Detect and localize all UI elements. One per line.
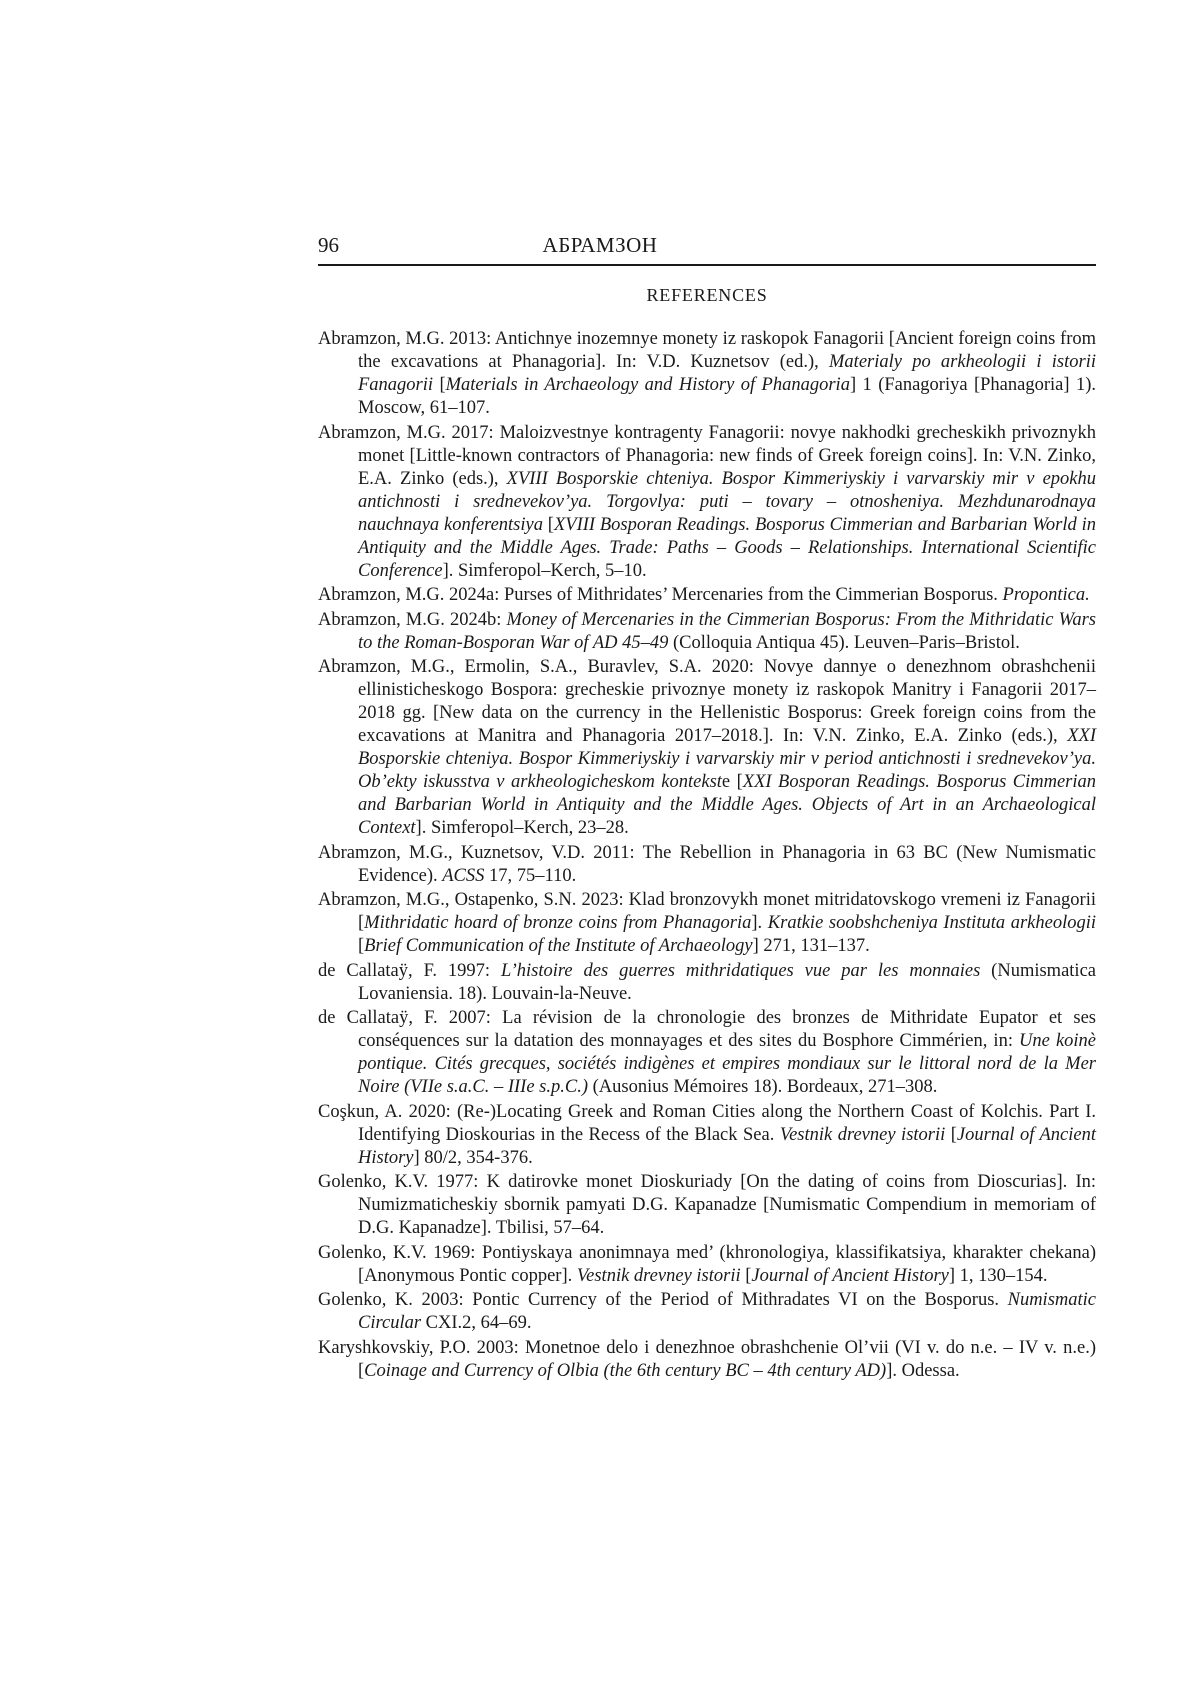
reference-text: ]. Simferopol–Kerch, 5–10. [443,561,647,581]
reference-entry [318,328,1096,420]
reference-text: de Callataÿ, F. 1997: [318,961,501,981]
reference-text: Abramzon, M.G. 2024a: Purses of Mithridates’ Mercenaries from the Cimmerian Bosporus. [318,585,1003,605]
reference-italic-text: XXI Bosporskie chteniya. Bospor Kimmeriyskiy i varvarskiy mir v period antichnosti i srednevekov’ya. Ob’ekty iskusstva v arkheologicheskom kontekst [358,726,1096,792]
reference-italic-text: Materialy po arkheologii i istorii Fanagorii [358,352,1096,395]
reference-text: (Colloquia Antiqua 45). Leuven–Paris–Bristol. [668,633,1019,653]
reference-text: de Callataÿ, F. 2007: La révision de la chronologie des bronzes de Mithridate Eupator et ses conséquences sur la datation des monnayages et des sites du Bosphore Cimmérien, in: [318,1008,1096,1051]
reference-italic-text: Kratkie soobshcheniya Instituta arkheologii [768,913,1096,933]
reference-italic-text: ACSS [442,866,484,886]
reference-text: Abramzon, M.G. 2024b: [318,610,506,630]
reference-text: Golenko, K.V. 1977: K datirovke monet Dioskuriady [On the dating of coins from Dioscurias]. In: Numizmaticheskiy sbornik pamyati D.G. Kapanadze [Numismatic Compendium in memoriam of D.G. Kapanadze]. Tbilisi, 57–64. [318,1172,1096,1238]
reference-entry [318,656,1096,840]
reference-entry [318,1337,1096,1383]
reference-entry [318,1007,1096,1099]
reference-text: [ [741,1266,752,1286]
reference-text: ]. Odessa. [886,1361,959,1381]
reference-text: CXI.2, 64–69. [421,1313,532,1333]
reference-entry [318,842,1096,888]
reference-text: Abramzon, M.G. 2017: Maloizvestnye kontragenty Fanagorii: novye nakhodki grecheskikh privoznykh monet [Little-known contractors of Phanagoria: new finds of Greek foreign coins]. In: V.N. Zinko, E.A. Zinko (eds.), [318,423,1096,489]
reference-entry [318,960,1096,1006]
reference-text: Abramzon, M.G., Ostapenko, S.N. 2023: Klad bronzovykh monet mitridatovskogo vremeni iz Fanagorii [ [318,890,1096,933]
reference-text: e [ [722,772,743,792]
reference-italic-text: Propontica. [1003,585,1090,605]
reference-entry [318,1101,1096,1170]
reference-italic-text: Coinage and Currency of Olbia (the 6th century BC – 4th century AD) [364,1361,886,1381]
reference-italic-text: XXI Bosporan Readings. Bosporus Cimmerian and Barbarian World in Antiquity and the Middle Ages. Objects of Art in an Archaeological Context [358,772,1096,838]
reference-italic-text: Une koinè pontique. Cités grecques, sociétés indigènes et empires mondiaux sur le littoral nord de la Mer Noire (VIIe s.a.C. – IIIe s.p.C.) [358,1031,1096,1097]
reference-entry [318,1242,1096,1288]
reference-text: ]. [751,913,767,933]
reference-italic-text: Mithridatic hoard of bronze coins from Phanagoria [364,913,751,933]
reference-text: ] 271, 131–137. [753,936,870,956]
reference-italic-text: Vestnik drevney istorii [780,1125,945,1145]
reference-italic-text: Journal of Ancient History [358,1125,1096,1168]
running-head: АБРАМЗОН [0,233,1200,258]
reference-text: Coşkun, A. 2020: (Re-)Locating Greek and Roman Cities along the Northern Coast of Kolchis. Part I. Identifying Dioskourias in the Recess of the Black Sea. [318,1102,1096,1145]
reference-text: [ [358,936,364,956]
reference-text: [ [945,1125,957,1145]
reference-entry [318,584,1096,607]
reference-entry [318,609,1096,655]
reference-italic-text: L’histoire des guerres mithridatiques vue par les monnaies [501,961,980,981]
reference-text: ] 80/2, 354-376. [414,1148,533,1168]
reference-italic-text: XVIII Bosporan Readings. Bosporus Cimmerian and Barbarian World in Antiquity and the Middle Ages. Trade: Paths – Goods – Relationships. International Scientific Conference [358,515,1096,581]
reference-italic-text: Money of Mercenaries in the Cimmerian Bosporus: From the Mithridatic Wars to the Roman-Bosporan War of AD 45–49 [358,610,1096,653]
page-number: 96 [318,233,339,258]
reference-italic-text: Brief Communication of the Institute of Archaeology [364,936,752,956]
reference-text: (Ausonius Mémoires 18). Bordeaux, 271–308. [588,1077,937,1097]
reference-text: Abramzon, M.G., Ermolin, S.A., Buravlev, S.A. 2020: Novye dannye o denezhnom obrashchenii ellinisticheskogo Bospora: grecheskie privoznye monety iz raskopok Manitry i Fanagorii 2017–2018 gg. [New data on the currency in the Hellenistic Bosporus: Greek foreign coins from the excavations at Manitra and Phanagoria 2017–2018.]. In: V.N. Zinko, E.A. Zinko (eds.), [318,657,1096,746]
reference-text: (Numismatica Lovaniensia. 18). Louvain-la-Neuve. [358,961,1096,1004]
reference-italic-text: Vestnik drevney istorii [577,1266,741,1286]
reference-text: Abramzon, M.G. 2013: Antichnye inozemnye monety iz raskopok Fanagorii [Ancient foreign coins from the excavations at Phanagoria]. In: V.D. Kuznetsov (ed.), [318,329,1096,372]
reference-text: [ [543,515,554,535]
reference-list [318,328,1096,1384]
reference-text: Abramzon, M.G., Kuznetsov, V.D. 2011: The Rebellion in Phanagoria in 63 BC (New Numismatic Evidence). [318,843,1096,886]
header-rule [318,264,1096,266]
reference-italic-text: Numismatic Circular [358,1290,1096,1333]
reference-italic-text: Journal of Ancient History [751,1266,948,1286]
reference-text: Karyshkovskiy, P.O. 2003: Monetnoe delo i denezhnoe obrashchenie Ol’vii (VI v. do n.e. – IV v. n.e.) [ [318,1338,1096,1381]
reference-text: ] 1 (Fanagoriya [Phanagoria] 1). Moscow, 61–107. [358,375,1096,418]
reference-text: Golenko, K.V. 1969: Pontiyskaya anonimnaya med’ (khronologiya, klassifikatsiya, kharakter chekana) [Anonymous Pontic copper]. [318,1243,1096,1286]
reference-text: [ [433,375,446,395]
reference-italic-text: Materials in Archaeology and History of Phanagoria [446,375,850,395]
reference-text: 17, 75–110. [484,866,576,886]
section-title: REFERENCES [318,285,1096,306]
reference-entry [318,1171,1096,1240]
reference-italic-text: XVIII Bosporskie chteniya. Bospor Kimmeriyskiy i varvarskiy mir v epokhu antichnosti i srednevekov’ya. Torgovlya: puti – tovary – otnosheniya. Mezhdunarodnaya nauchnaya konferentsiya [358,469,1096,535]
reference-entry [318,1289,1096,1335]
reference-text: ] 1, 130–154. [949,1266,1048,1286]
reference-text: Golenko, K. 2003: Pontic Currency of the Period of Mithradates VI on the Bosporus. [318,1290,1008,1310]
reference-entry [318,889,1096,958]
reference-entry [318,422,1096,583]
reference-text: ]. Simferopol–Kerch, 23–28. [416,818,629,838]
